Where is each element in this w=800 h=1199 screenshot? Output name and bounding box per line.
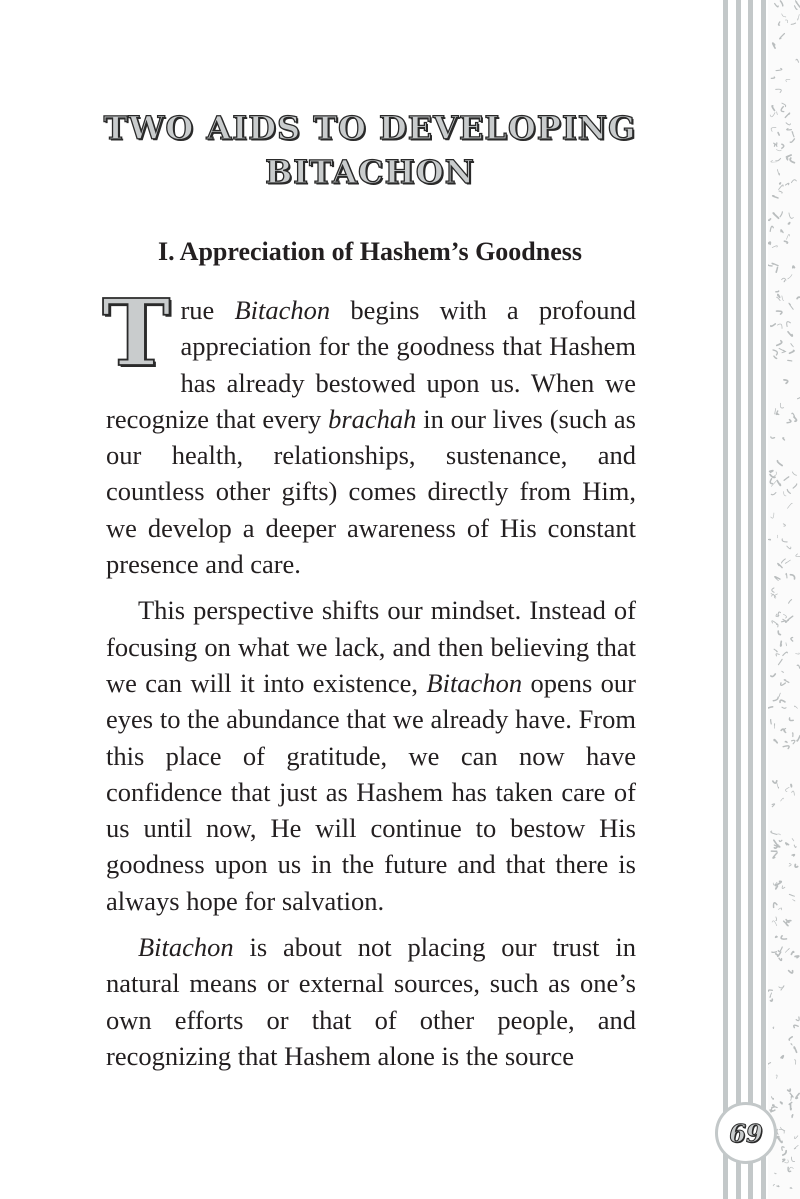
marble-squiggle — [782, 351, 786, 352]
text-run: is about not placing our trust in natural means or external sources, such as one’s own efforts or that of other people, and recognizing that Hashem alone is the source — [106, 932, 636, 1071]
marble-squiggle — [773, 43, 775, 48]
marble-squiggle — [780, 403, 783, 408]
marble-squiggle — [791, 952, 793, 955]
marble-squiggle — [771, 324, 776, 327]
marble-squiggle — [772, 921, 777, 926]
marble-squiggle — [776, 89, 782, 92]
marble-squiggle — [792, 472, 796, 475]
border-stripe — [736, 0, 741, 1199]
marble-squiggle — [789, 303, 793, 309]
marble-squiggle — [777, 324, 782, 329]
marble-squiggle — [776, 150, 781, 151]
marble-squiggle — [796, 59, 799, 62]
marble-squiggle — [796, 2, 800, 7]
marble-squiggle — [768, 707, 772, 708]
marble-squiggle — [780, 212, 782, 217]
marble-squiggle — [773, 781, 777, 783]
marble-squiggle — [778, 295, 780, 298]
marble-squiggle — [785, 741, 787, 742]
marble-squiggle — [792, 413, 795, 416]
marble-squiggle — [772, 106, 774, 111]
marble-squiggle — [781, 986, 784, 990]
marble-squiggle — [796, 653, 800, 654]
marble-squiggle — [789, 1037, 792, 1040]
marble-squiggle — [797, 665, 800, 668]
marble-squiggle — [776, 654, 779, 656]
text-run: in our lives (such as our health, relationships, sustenance, and countless other gifts) comes directly from Him, we develop a deeper awareness of His constant presence and care. — [106, 403, 636, 580]
marble-squiggle — [783, 614, 786, 618]
marble-squiggle — [771, 513, 774, 518]
paragraph-2-text — [106, 595, 636, 915]
marble-squiggle — [774, 649, 777, 652]
marble-squiggle — [778, 631, 780, 635]
marble-squiggle — [793, 266, 795, 268]
marble-squiggle — [780, 34, 785, 39]
text-run: opens our eyes to the abundance that we already have. From this place of gratitude, we can now have confidence that just as Hashem has taken care of us until now, He will continue to bestow His goodness upon us in the future and that there is always hope for salvation. — [106, 667, 637, 916]
marble-squiggle — [785, 183, 788, 185]
page-number: 69 — [729, 1118, 763, 1148]
marble-squiggle — [794, 417, 797, 421]
marble-squiggle — [791, 784, 792, 786]
text-run: This perspective shifts our mindset. Instead of focusing on what we lack, and then believing that we can will it into existence, — [106, 595, 636, 698]
body-text — [102, 279, 637, 1084]
marble-squiggle — [789, 1102, 792, 1104]
marble-squiggle — [772, 952, 777, 953]
marble-squiggle — [775, 409, 776, 414]
marble-squiggle — [781, 936, 786, 939]
marble-squiggle — [774, 472, 777, 477]
marble-squiggle — [794, 1145, 798, 1149]
marble-squiggle — [771, 128, 776, 132]
marble-squiggle — [770, 479, 772, 484]
marble-squiggle — [776, 291, 779, 292]
marble-squiggle — [772, 588, 774, 592]
marble-squiggle — [786, 643, 787, 646]
marble-squiggle — [785, 560, 790, 563]
marble-squiggle — [776, 917, 777, 921]
marble-squiggle — [784, 241, 787, 243]
text-run: begins with a profound appreciation for the goodness that Hashem has already bestowed upon us. When we recognize that every — [106, 295, 636, 434]
marble-squiggle — [774, 740, 777, 743]
marble-squiggle — [794, 845, 796, 847]
marble-squiggle — [783, 652, 788, 655]
marble-squiggle — [795, 956, 799, 958]
marble-squiggle — [782, 539, 787, 542]
marble-squiggle — [790, 575, 794, 579]
marble-squiggle — [795, 865, 798, 868]
marble-squiggle — [790, 350, 795, 353]
marble-squiggle — [789, 718, 793, 721]
marble-squiggle — [779, 693, 780, 696]
marble-squiggle — [787, 234, 790, 239]
marble-squiggle — [773, 196, 778, 198]
marble-squiggle — [795, 6, 798, 10]
marble-squiggle — [778, 908, 781, 910]
marble-squiggle — [781, 798, 784, 801]
marble-squiggle — [787, 616, 792, 620]
marble-squiggle — [773, 213, 778, 218]
section-heading: I. Appreciation of Hashem’s Goodness — [158, 237, 582, 266]
marble-squiggle — [774, 356, 777, 358]
marble-squiggle — [778, 564, 782, 568]
marble-squiggle — [789, 213, 793, 218]
marble-squiggle — [771, 437, 775, 438]
marble-squiggle — [788, 360, 792, 361]
marble-squiggle — [787, 420, 791, 423]
marble-squiggle — [776, 158, 781, 160]
marble-squiggle — [792, 132, 794, 137]
marble-squiggle — [768, 539, 771, 540]
marble-squiggle — [785, 113, 789, 117]
marble-squiggle — [785, 787, 789, 791]
marble-squiggle — [787, 503, 792, 508]
marble-squiggle — [771, 493, 776, 495]
marble-squiggle — [776, 1075, 777, 1078]
marble-squiggle — [787, 546, 791, 549]
marble-squiggle — [787, 322, 791, 327]
marble-squiggle — [787, 489, 790, 493]
marble-squiggle — [793, 899, 795, 901]
marble-squiggle — [794, 1047, 796, 1052]
decorative-marble-border — [768, 0, 800, 1199]
marble-squiggle — [790, 1187, 792, 1188]
marble-squiggle — [773, 350, 777, 355]
marble-squiggle — [781, 1056, 783, 1058]
marble-squiggle — [782, 144, 784, 148]
marble-squiggle — [777, 624, 778, 627]
marble-squiggle — [782, 103, 786, 107]
marble-squiggle — [791, 23, 795, 24]
marble-squiggle — [792, 733, 793, 737]
marble-squiggle — [781, 619, 784, 621]
marble-squiggle — [782, 707, 786, 708]
marble-squiggle — [784, 680, 789, 683]
paragraph-1-text — [106, 295, 636, 579]
marble-squiggle — [772, 263, 778, 265]
marble-squiggle — [790, 139, 794, 142]
paragraph-1 — [102, 279, 636, 582]
marble-squiggle — [779, 987, 781, 988]
marble-squiggle — [780, 700, 785, 702]
marble-squiggle — [771, 593, 772, 596]
marble-squiggle — [774, 903, 777, 908]
marble-squiggle — [773, 1027, 774, 1029]
marble-squiggle — [792, 855, 794, 856]
marble-squiggle — [791, 180, 796, 183]
italic-term: Bitachon — [234, 295, 331, 325]
marble-squiggle — [770, 226, 773, 231]
marble-squiggle — [777, 341, 782, 346]
marble-squiggle — [777, 112, 778, 115]
marble-squiggle — [779, 1129, 784, 1133]
marble-squiggle — [783, 746, 789, 749]
marble-squiggle — [780, 1102, 782, 1104]
marble-squiggle — [781, 107, 784, 112]
marble-squiggle — [777, 1129, 778, 1134]
marble-squiggle — [790, 158, 794, 163]
marble-squiggle — [789, 971, 793, 973]
marble-squiggle — [777, 834, 781, 835]
marble-squiggle — [773, 697, 778, 700]
marble-squiggle — [794, 1060, 795, 1064]
marble-squiggle — [791, 638, 793, 642]
marble-squiggle — [779, 185, 784, 190]
marble-squiggle — [771, 999, 773, 1001]
marble-squiggle — [773, 1184, 774, 1186]
marble-squiggle — [778, 22, 779, 25]
italic-term: Bitachon — [426, 667, 523, 698]
marble-squiggle — [781, 230, 783, 233]
marble-squiggle — [772, 246, 777, 248]
marble-squiggle — [780, 1, 782, 6]
marble-squiggle — [796, 554, 800, 557]
marble-squiggle — [774, 840, 777, 845]
marble-squiggle — [782, 886, 785, 889]
marble-squiggle — [784, 477, 789, 481]
marble-squiggle — [771, 831, 777, 834]
paragraph-3 — [106, 929, 636, 1074]
marble-squiggle — [784, 280, 785, 282]
marble-squiggle — [792, 1115, 793, 1118]
marble-squiggle — [770, 471, 773, 473]
marble-squiggle — [774, 723, 775, 728]
marble-squiggle — [770, 113, 775, 117]
marble-squiggle — [777, 783, 779, 789]
marble-squiggle — [786, 573, 787, 578]
marble-squiggle — [779, 191, 782, 193]
marble-squiggle — [772, 621, 777, 624]
marble-squiggle — [771, 720, 772, 724]
drop-cap: T — [102, 279, 171, 387]
marble-squiggle — [776, 311, 782, 314]
marble-squiggle — [786, 123, 790, 125]
border-stripe — [748, 0, 753, 1199]
marble-squiggle — [768, 264, 772, 266]
marble-squiggle — [781, 683, 786, 685]
border-stripe — [723, 0, 728, 1199]
marble-squiggle — [776, 68, 782, 70]
marble-squiggle — [782, 671, 784, 672]
marble-squiggle — [778, 947, 782, 952]
marble-squiggle — [772, 804, 774, 807]
page-title: TWO AIDS TO DEVELOPING BITACHON — [103, 109, 637, 191]
marble-squiggle — [778, 952, 781, 956]
marble-squiggle — [771, 1097, 773, 1100]
marble-squiggle — [786, 155, 791, 157]
page-number-badge — [715, 1102, 777, 1164]
marble-squiggle — [779, 840, 782, 841]
marble-squiggle — [798, 14, 800, 20]
marble-squiggle — [768, 990, 772, 991]
marble-squiggle — [779, 348, 785, 351]
marble-squiggle — [784, 380, 788, 383]
paragraph-2 — [106, 592, 636, 919]
marble-squiggle — [785, 20, 787, 23]
marble-squiggle — [784, 492, 786, 496]
marble-squiggle — [786, 843, 789, 845]
marble-squiggle — [796, 1017, 799, 1021]
marble-squiggle — [786, 79, 790, 81]
marble-squiggle — [791, 1157, 794, 1162]
marble-squiggle — [782, 1147, 784, 1151]
marble-squiggle — [785, 621, 787, 622]
marble-squiggle — [788, 223, 789, 224]
marble-squiggle — [794, 1025, 798, 1027]
marble-squiggle — [789, 600, 792, 604]
marble-squiggle — [776, 936, 777, 937]
marble-squiggle — [785, 948, 789, 952]
marble-squiggle — [778, 133, 779, 136]
marble-squiggle — [781, 559, 785, 563]
marble-squiggle — [791, 1044, 792, 1045]
marble-squiggle — [791, 343, 794, 346]
marble-squiggle — [796, 1094, 799, 1099]
marble-pattern-icon — [768, 0, 800, 1199]
marble-squiggle — [793, 484, 797, 488]
marble-squiggle — [777, 481, 780, 486]
marble-squiggle — [783, 524, 785, 526]
marble-squiggle — [775, 577, 780, 579]
marble-squiggle — [776, 267, 777, 272]
marble-squiggle — [775, 4, 778, 7]
marble-squiggle — [779, 958, 782, 960]
marble-squiggle — [782, 278, 786, 280]
marble-squiggle — [771, 674, 775, 677]
marble-squiggle — [774, 1173, 776, 1174]
marble-squiggle — [788, 275, 792, 279]
marble-squiggle — [792, 838, 794, 840]
marble-squiggle — [771, 77, 774, 78]
marble-squiggle — [777, 170, 779, 176]
italic-term: Bitachon — [138, 932, 234, 963]
border-stripe — [761, 0, 766, 1199]
marble-squiggle — [778, 612, 780, 617]
marble-squiggle — [770, 993, 772, 997]
marble-squiggle — [792, 791, 795, 795]
marble-squiggle — [781, 641, 782, 646]
marble-squiggle — [783, 1151, 786, 1155]
marble-squiggle — [774, 594, 777, 598]
marble-squiggle — [783, 438, 785, 440]
italic-term: brachah — [328, 403, 417, 434]
marble-squiggle — [776, 414, 779, 415]
marble-squiggle — [794, 706, 797, 708]
marble-squiggle — [768, 1063, 771, 1068]
marble-squiggle — [792, 740, 795, 743]
marble-squiggle — [773, 853, 777, 858]
marble-squiggle — [787, 129, 792, 130]
marble-squiggle — [789, 894, 794, 896]
marble-squiggle — [783, 1159, 785, 1161]
marble-squiggle — [788, 1089, 791, 1091]
text-run: rue — [180, 295, 235, 325]
marble-squiggle — [782, 14, 786, 17]
marble-squiggle — [795, 1136, 798, 1139]
marble-squiggle — [782, 296, 784, 301]
marble-squiggle — [777, 1186, 779, 1187]
marble-squiggle — [776, 886, 778, 889]
marble-squiggle — [768, 242, 770, 244]
marble-squiggle — [791, 1104, 792, 1109]
marble-squiggle — [788, 332, 792, 336]
marble-squiggle — [789, 863, 791, 866]
marble-squiggle — [780, 183, 781, 184]
paragraph-3-text — [106, 932, 636, 1071]
marble-squiggle — [778, 659, 782, 664]
marble-squiggle — [777, 461, 782, 466]
marble-squiggle — [774, 143, 777, 145]
